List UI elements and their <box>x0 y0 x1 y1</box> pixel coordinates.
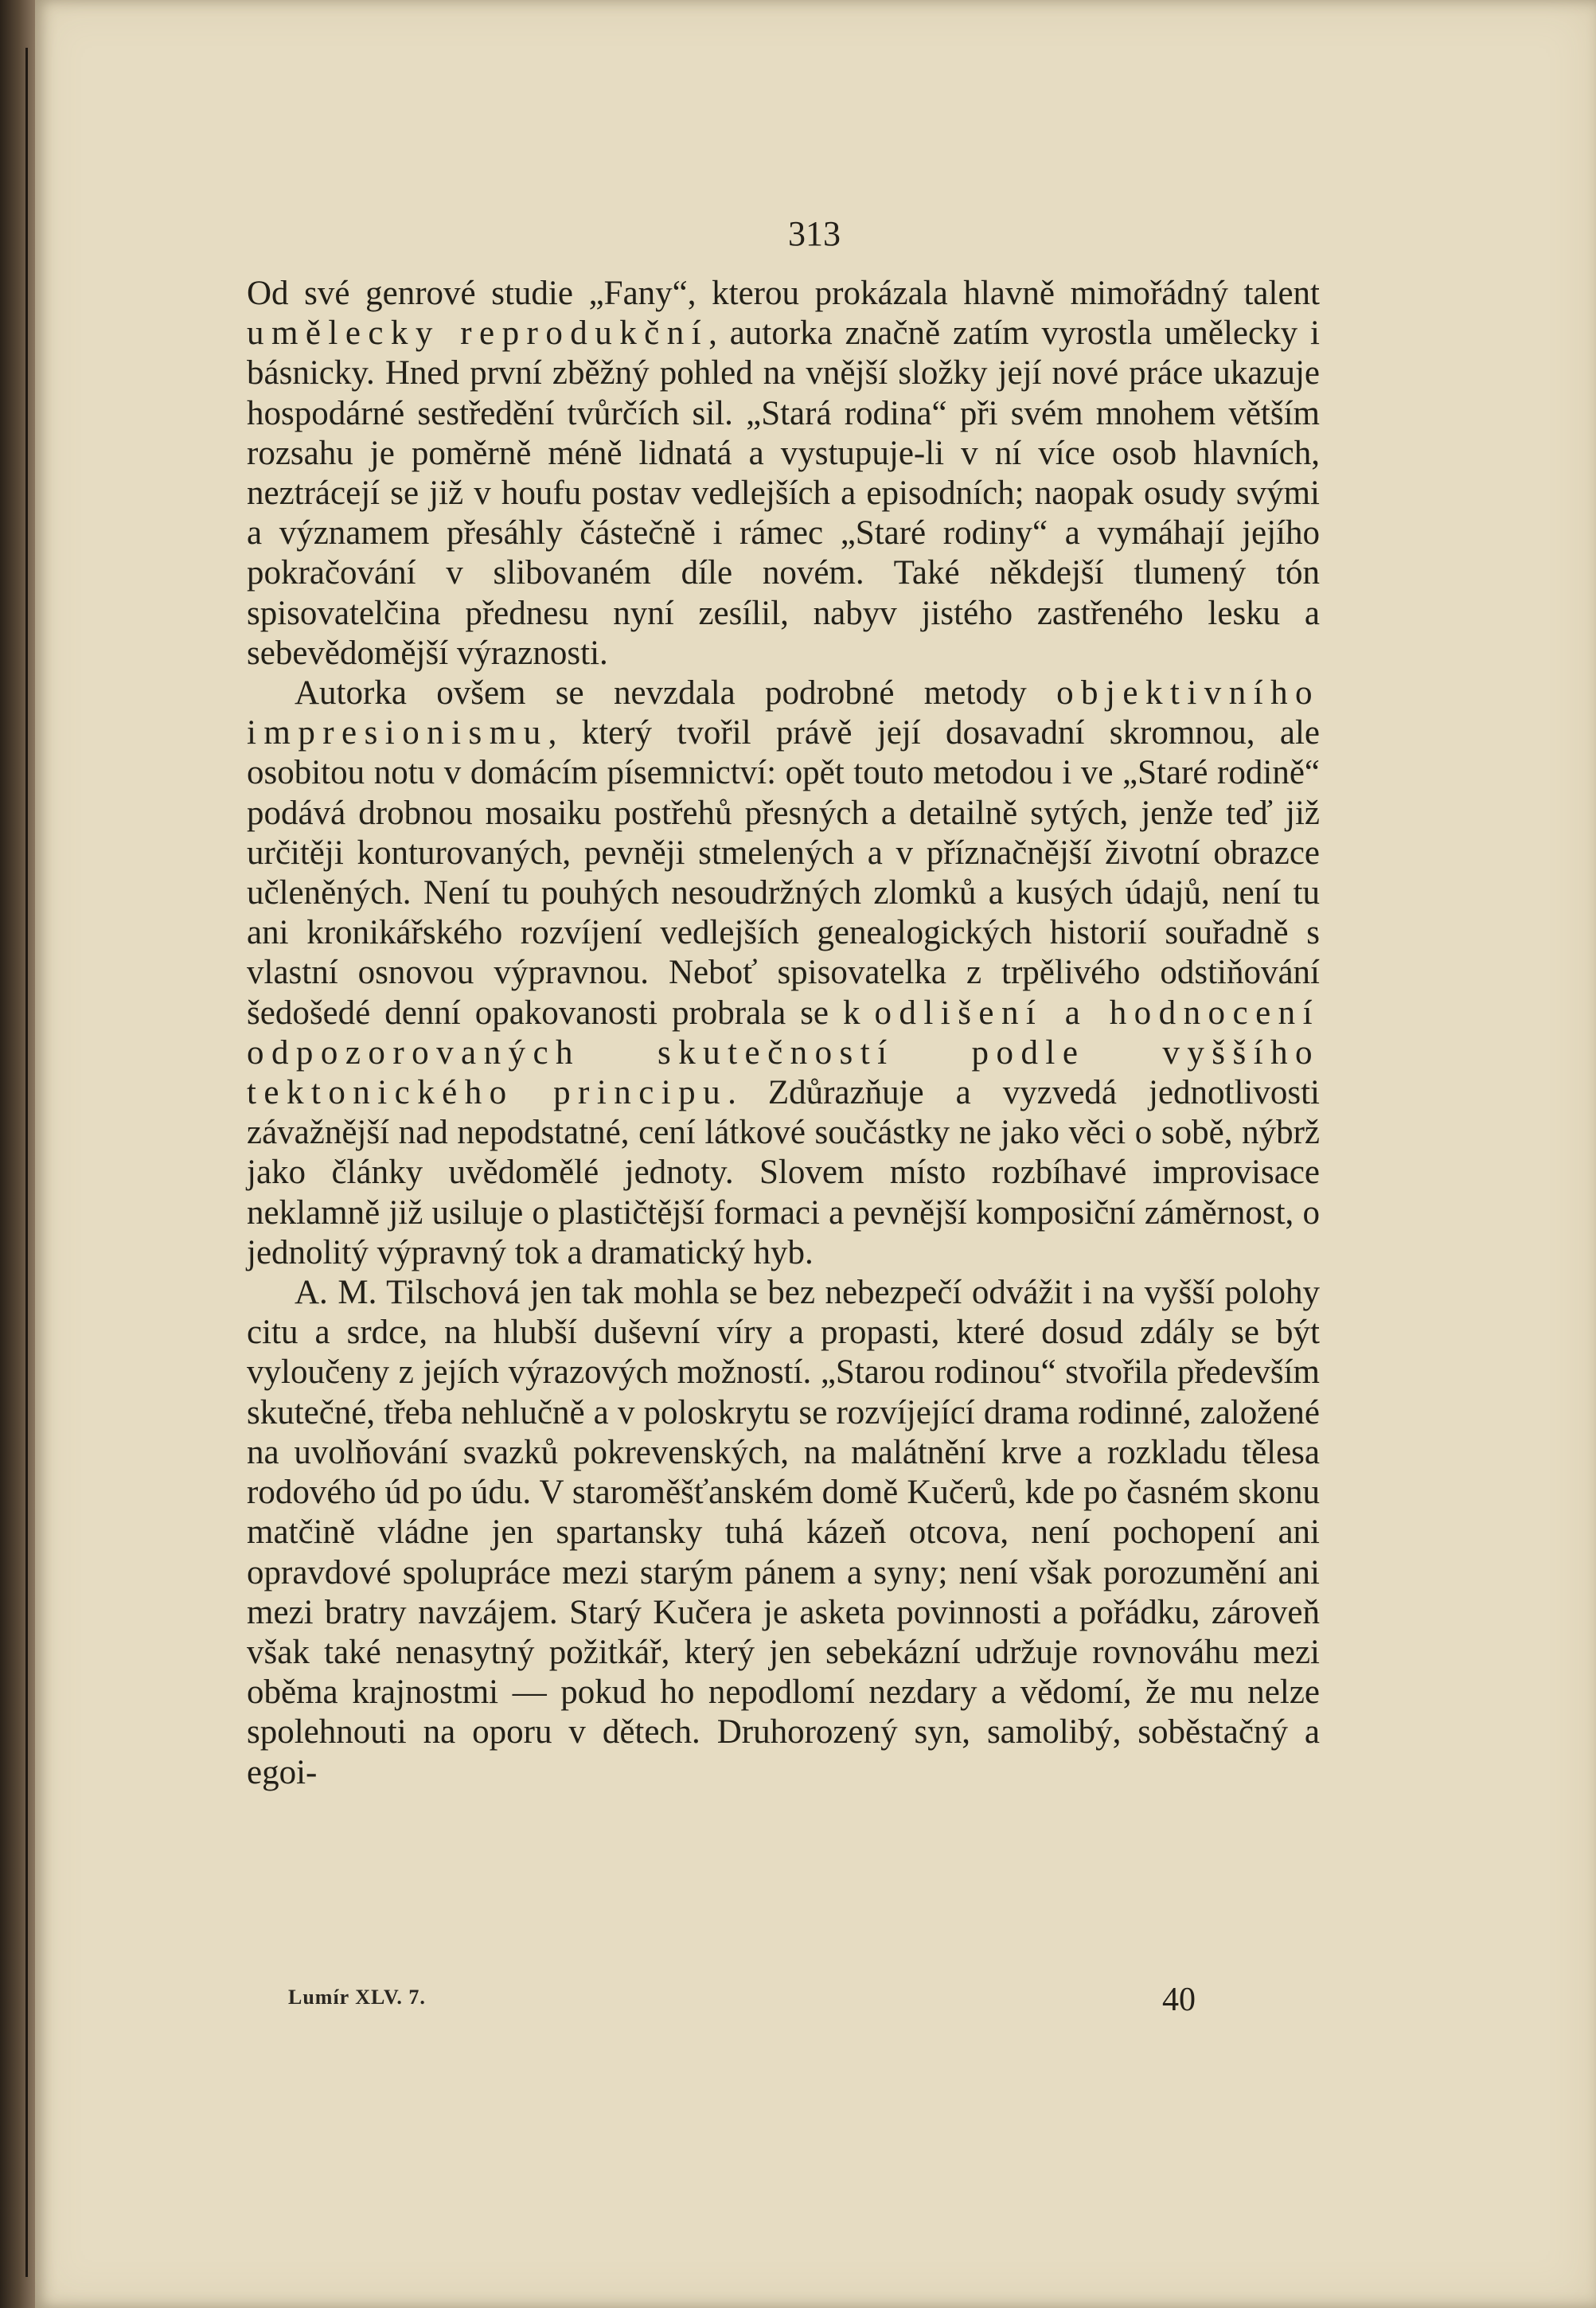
emphasized-phrase: odlišení a hodnocení odpozorovaných skutečností podle vyššího tektonického principu <box>247 994 1320 1112</box>
journal-signature: Lumír XLV. 7. <box>288 1986 426 2009</box>
emphasized-phrase: umělecky reprodukční <box>247 314 709 353</box>
book-page <box>35 0 1596 2308</box>
text-run: . Zdůrazňuje a vyzvedá jednotlivosti závažnější nad nepodstatné, cení látkové součástky ne jako věci o sobě, nýbrž jako články uvědomělé jednoty. Slovem místo rozbíhavé improvisace neklamně již usiluje o plastičtější formaci a pevnější komposiční záměrnost, o jednolitý výpravný tok a dramatický hyb. <box>247 1074 1320 1271</box>
text-run: A. M. Tilschová jen tak mohla se bez nebezpečí odvážit i na vyšší polohy citu a srdce, na hlubší duševní víry a propasti, které dosud zdály se být vyloučeny z jejích výrazových možností. „Starou rodinou“ stvořila především skutečné, třeba nehlučně a v poloskrytu se rozvíjející drama rodinné, založené na uvolňování svazků pokrevenských, na malátnění krve a rozkladu tělesa rodového úd po údu. V staroměšťanském domě Kučerů, kde po časném skonu matčině vládne jen spartansky tuhá kázeň otcova, není pochopení ani opravdové spolupráce mezi starým pánem a syny; není však porozumění ani mezi bratry navzájem. Starý Kučera je asketa povinnosti a pořádku, zároveň však také nenasytný požitkář, který jen sebekázní udržuje rovnováhu mezi oběma krajnostmi — pokud ho nepodlomí nezdary a vědomí, že mu nelze spolehnouti na oporu v dětech. Druhorozený syn, samolibý, soběstačný a egoi- <box>247 1274 1320 1791</box>
emphasized-phrase: objektivního impresionismu <box>247 674 1320 752</box>
paragraph <box>247 274 1320 674</box>
body-text <box>247 274 1320 1793</box>
binding-edge <box>25 48 28 2277</box>
paragraph <box>247 1273 1320 1793</box>
sheet-number: 40 <box>1162 1982 1196 2018</box>
text-run: Od své genrové studie „Fany“, kterou prokázala hlavně mimořádný talent <box>247 275 1320 312</box>
text-run: , který tvořil právě její dosavadní skromnou, ale osobitou notu v domácím písemnictví: opět touto metodou i ve „Staré rodině“ podává drobnou mosaiku postřehů přesných a detailně sytých, jenže teď již určitěji konturovaných, pevněji stmelených a v příznačnější životní obrazce učleněných. Není tu pouhých nesoudržných zlomků a kusých údajů, není tu ani kronikářského rozvíjení vedlejších genealogických historií souřadně s vlastní osnovou výpravnou. Neboť spisovatelka z trpělivého odstiňování šedošedé denní opakovanosti probrala se k <box>247 714 1320 1032</box>
book-gutter <box>0 0 35 2308</box>
paragraph <box>247 674 1320 1273</box>
page-number: 313 <box>788 214 841 253</box>
text-run: Autorka ovšem se nevzdala podrobné metody <box>295 674 1057 713</box>
text-run: , autorka značně zatím vyrostla umělecky i básnicky. Hned první zběžný pohled na vnější složky její nové práce ukazuje hospodárné sestředění tvůrčích sil. „Stará rodina“ při svém mnohem větším rozsahu je poměrně méně lidnatá a vystupuje-li v ní více osob hlavních, neztrácejí se již v houfu postav vedlejších a episodních; naopak osudy svými a významem přesáhly částečně i rámec „Staré rodiny“ a vymáhají jejího pokračování v slibovaném díle novém. Také někdejší tlumený tón spisovatelčina přednesu nyní zesílil, nabyv jistého zastřeného lesku a sebevědomější výraznosti. <box>247 314 1321 672</box>
